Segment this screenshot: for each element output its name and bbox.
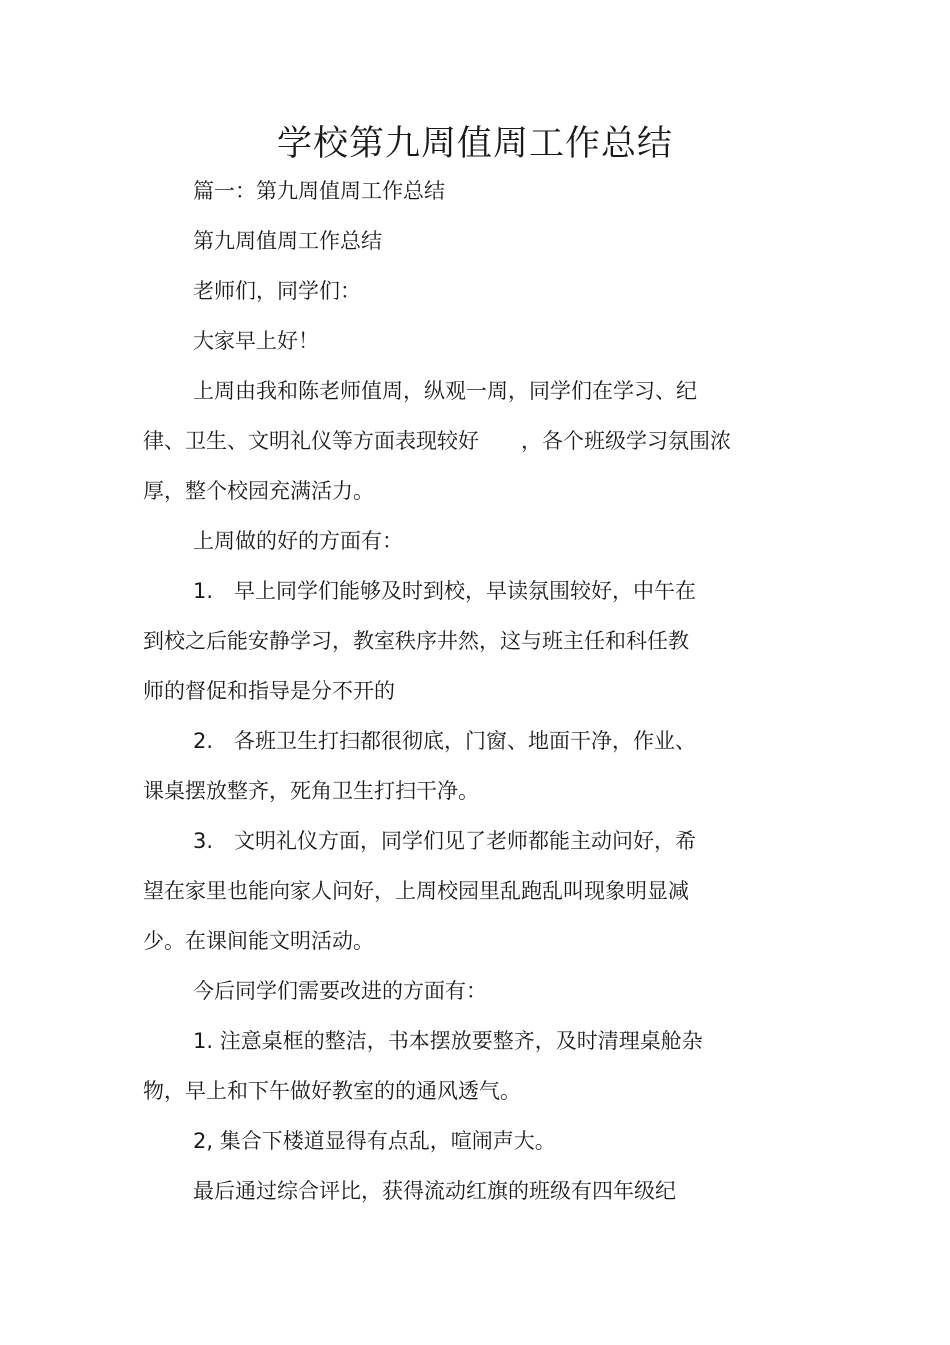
list-item-line: 1. 注意桌框的整洁，书本摆放要整齐，及时清理桌舱杂 (193, 1029, 703, 1053)
list-item-line: 课桌摆放整齐，死角卫生打扫干净。 (143, 779, 479, 803)
list-item-line: 1. 早上同学们能够及时到校，早读氛围较好，中午在 (193, 579, 697, 603)
list-item-line: 2. 各班卫生打扫都很彻底，门窗、地面干净，作业、 (193, 729, 697, 753)
list-item-line: 3. 文明礼仪方面，同学们见了老师都能主动问好，希 (193, 829, 697, 853)
paragraph-line-greeting: 大家早上好！ (193, 329, 319, 353)
list-item-line: 2, 集合下楼道显得有点乱，喧闹声大。 (193, 1129, 556, 1153)
list-item-line: 少。在课间能文明活动。 (143, 929, 374, 953)
list-item-line: 师的督促和指导是分不开的 (143, 679, 395, 703)
paragraph-line-subtitle: 第九周值周工作总结 (193, 229, 382, 253)
list-item-line: 物，早上和下午做好教室的的通风透气。 (143, 1079, 521, 1103)
paragraph-line-section-heading: 篇一：第九周值周工作总结 (193, 179, 445, 203)
paragraph-line: 上周由我和陈老师值周，纵观一周，同学们在学习、纪 (193, 379, 697, 403)
list-item-line: 望在家里也能向家人问好，上周校园里乱跑乱叫现象明显减 (143, 879, 689, 903)
paragraph-line-salutation: 老师们，同学们： (193, 279, 361, 303)
list-item-line: 到校之后能安静学习，教室秩序井然，这与班主任和科任教 (143, 629, 689, 653)
paragraph-line-good-aspects-heading: 上周做的好的方面有： (193, 529, 403, 553)
paragraph-line-conclusion: 最后通过综合评比，获得流动红旗的班级有四年级纪 (193, 1179, 676, 1203)
document-title: 学校第九周值周工作总结 (276, 124, 673, 164)
paragraph-line: 厚，整个校园充满活力。 (143, 479, 374, 503)
paragraph-line: 律、卫生、文明礼仪等方面表现较好 ，各个班级学习氛围浓 (143, 429, 731, 453)
paragraph-line-improve-heading: 今后同学们需要改进的方面有： (193, 979, 487, 1003)
